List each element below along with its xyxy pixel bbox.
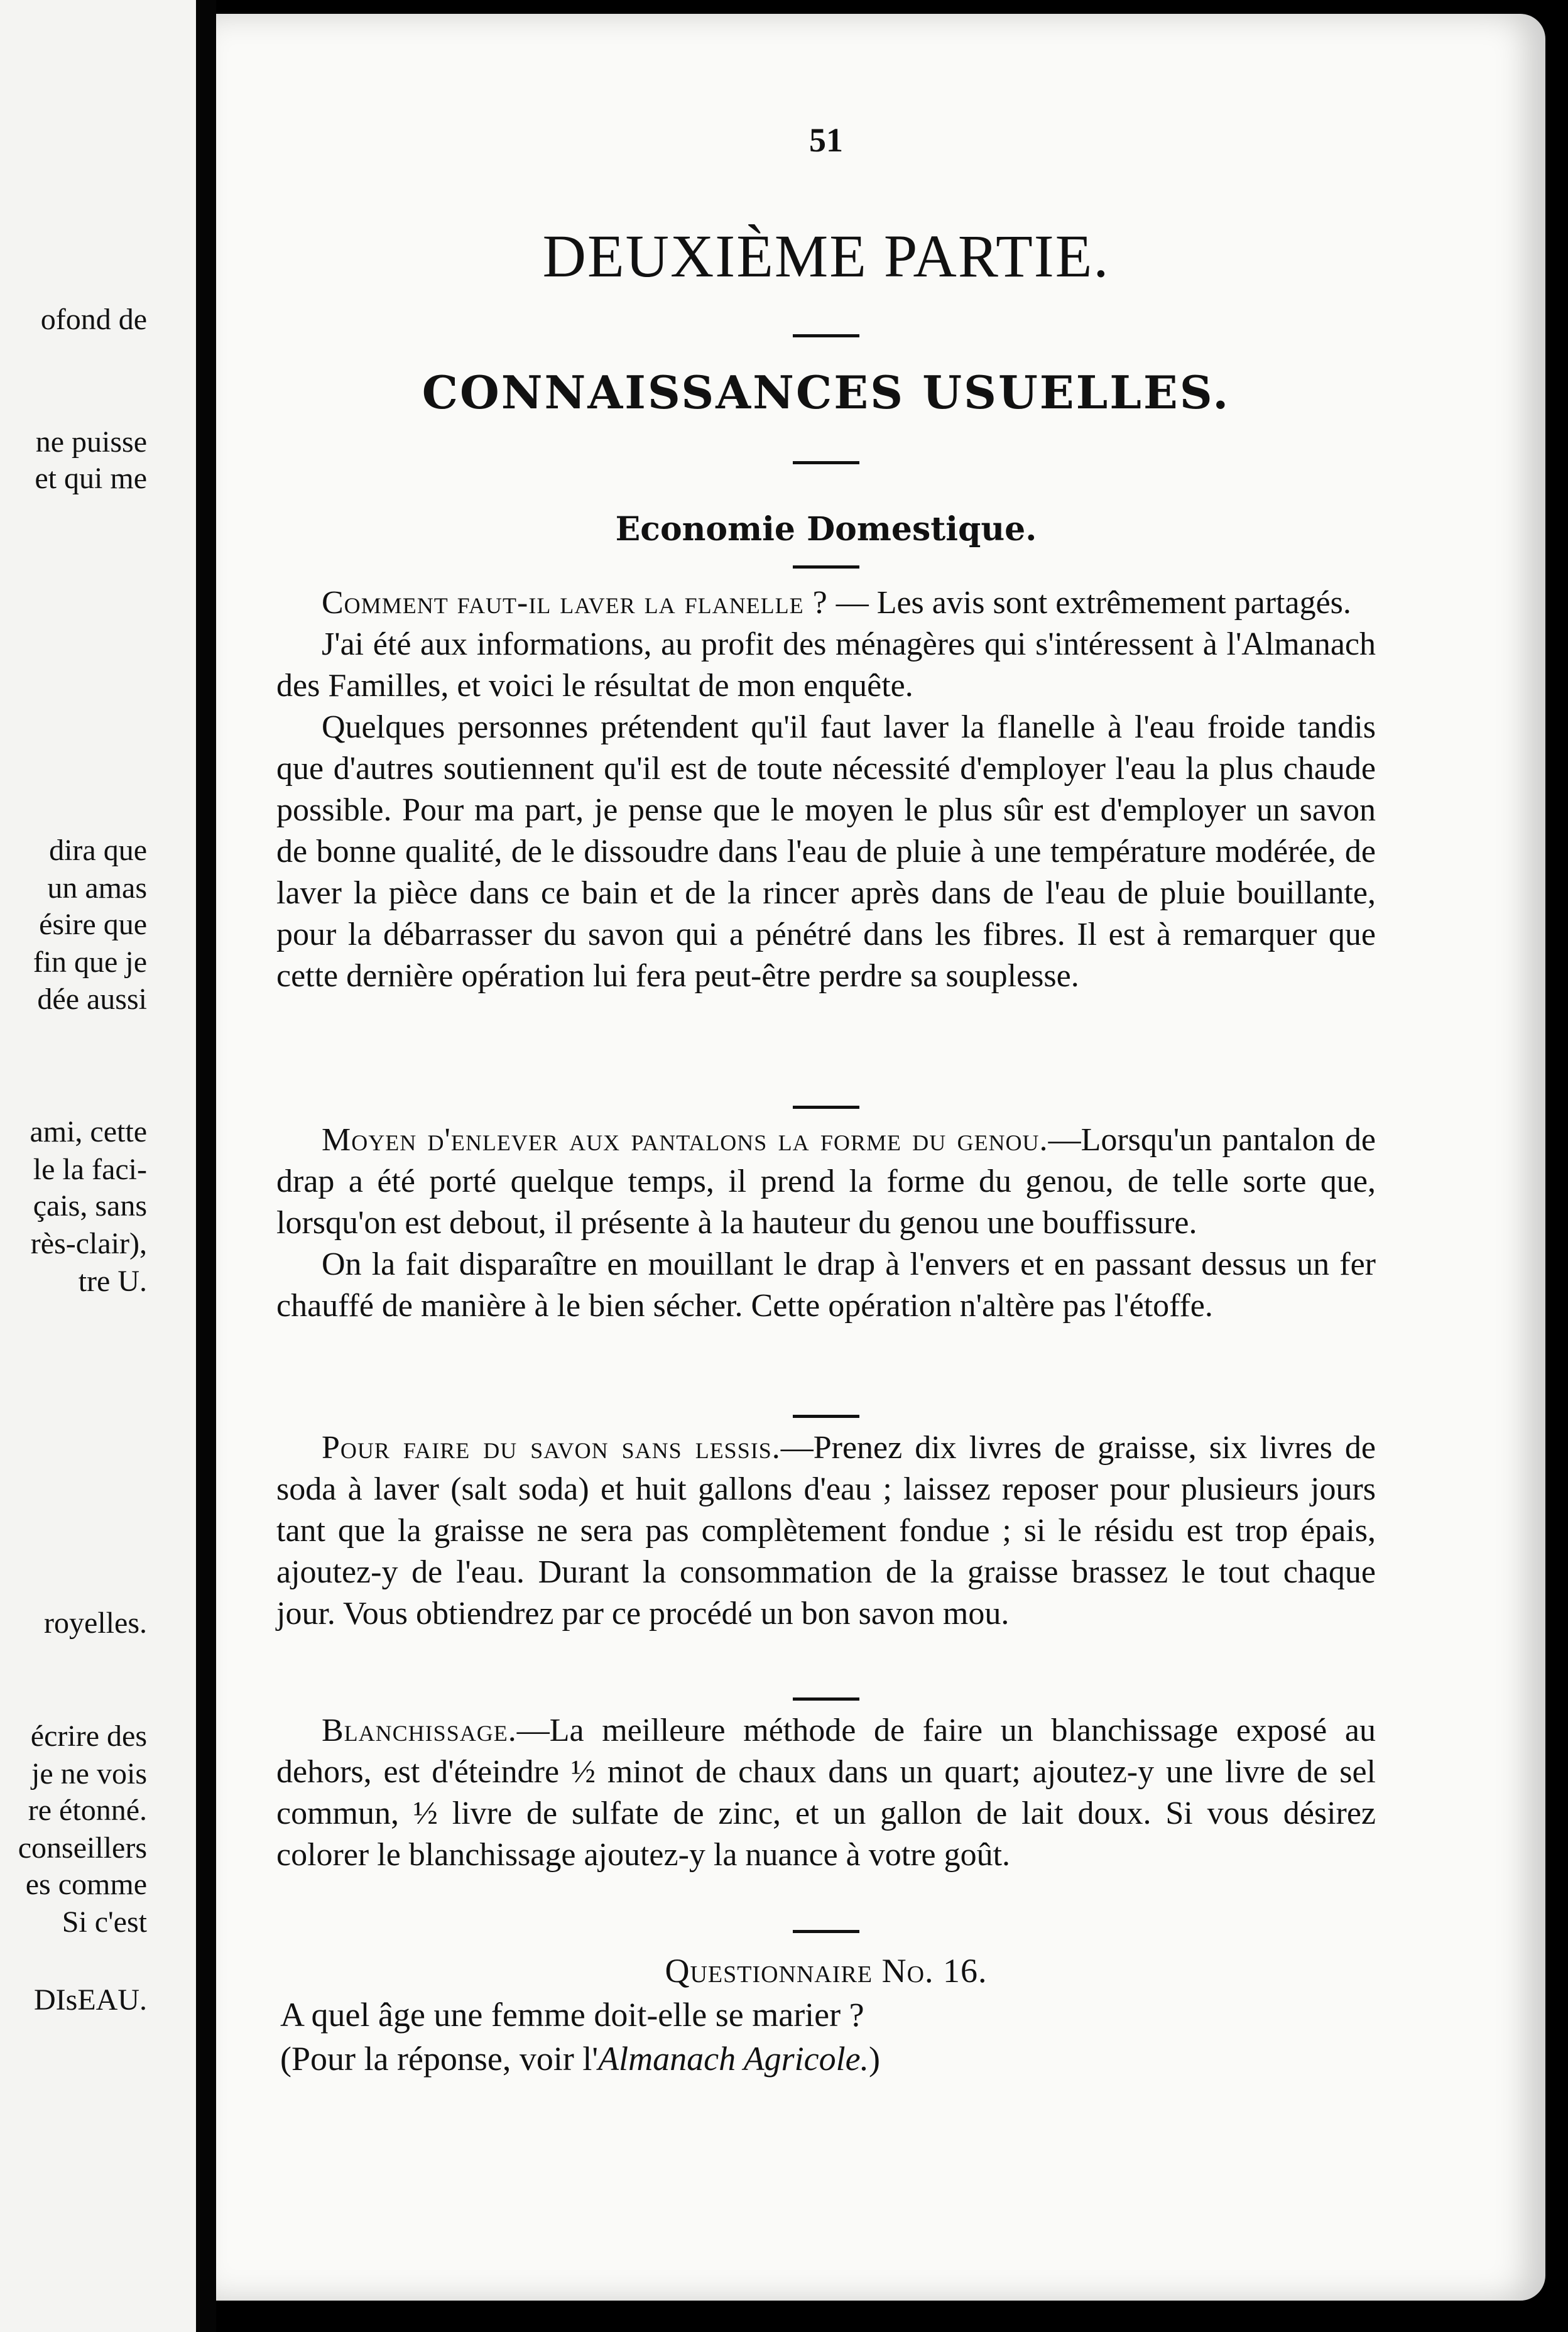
divider-rule: [793, 1106, 859, 1109]
article-text: —Prenez dix livres de graisse, six livres de soda à laver (salt soda) et huit gallons d'eau ; laissez reposer pour plusieurs jours tant que la graisse ne sera pas complètement fondue ; si le résidu est trop épais, ajoutez-y de l'eau. Durant la consommation de la graisse brassez le tout chaque jour. Vous obtiendrez par ce procédé un bon savon mou.: [276, 1430, 1376, 1632]
article-text: —Lorsqu'un pantalon de drap a été porté quelque temps, il prend la forme du genou, de telle sorte que, lorsqu'on est debout, il présente à la hauteur du genou une bouffissure.: [276, 1122, 1376, 1241]
questionnaire-title: Questionnaire No. 16.: [665, 1952, 988, 1990]
left-fragment: un amas: [47, 871, 147, 905]
divider-rule: [793, 461, 859, 464]
article-trousers: [276, 1120, 1376, 1327]
article-heading: Moyen d'enlever aux pantalons la forme du genou.: [322, 1122, 1048, 1158]
article-text: — Les avis sont extrêmement partagés.: [836, 585, 1351, 621]
article-heading: Pour faire du savon sans lessis.: [322, 1430, 781, 1466]
questionnaire: [276, 1949, 1376, 2081]
left-fragment: fin que je: [33, 945, 147, 979]
article-text: —La meilleure méthode de faire un blanchissage exposé au dehors, est d'éteindre ½ minot de chaux dans un quart; ajoutez-y une livre de sel commun, ½ livre de sulfate de zinc, et un gallon de lait doux. Si vous désirez colorer le blanchissage ajoutez-y la nuance à votre goût.: [276, 1713, 1376, 1873]
left-fragment: ofond de: [40, 303, 147, 336]
answer-suffix: ): [869, 2040, 881, 2078]
page-number: 51: [809, 121, 843, 159]
article-whitewash: [276, 1710, 1376, 1876]
section-title: CONNAISSANCES USUELLES.: [422, 366, 1231, 419]
answer-reference: Almanach Agricole.: [598, 2040, 869, 2078]
article-heading: Comment faut-il laver la flanelle ?: [322, 585, 828, 621]
article-flannel: [276, 582, 1376, 997]
part-title: DEUXIÈME PARTIE.: [542, 222, 1110, 290]
answer-prefix: (Pour la réponse, voir l': [280, 2040, 599, 2078]
left-fragment: re étonné.: [28, 1794, 147, 1827]
left-fragment: royelles.: [44, 1606, 147, 1640]
left-fragment: çais, sans: [33, 1189, 147, 1223]
left-fragment: DIsEAU.: [34, 1983, 147, 2017]
left-fragment: ne puisse: [35, 425, 147, 459]
left-fragment: dée aussi: [37, 983, 147, 1016]
divider-rule: [793, 1415, 859, 1418]
article-soap: [276, 1427, 1376, 1635]
left-fragment: tre U.: [78, 1265, 147, 1298]
article-heading: Blanchissage.: [322, 1713, 517, 1748]
left-fragment: ami, cette: [30, 1115, 147, 1148]
previous-page-strip: [0, 0, 196, 2332]
left-fragment: le la faci-: [33, 1153, 147, 1186]
left-fragment: ésire que: [39, 908, 147, 941]
questionnaire-answer: [276, 2037, 1376, 2081]
left-fragment: es comme: [25, 1868, 147, 1901]
left-fragment: dira que: [49, 834, 147, 867]
subsection-title: Economie Domestique.: [615, 510, 1037, 548]
left-fragment: et qui me: [35, 462, 147, 495]
divider-rule: [793, 1697, 859, 1701]
article-text: On la fait disparaître en mouillant le drap à l'envers et en passant dessus un fer chauffé de manière à le bien sécher. Cette opération n'altère pas l'étoffe.: [276, 1246, 1376, 1324]
left-fragment: conseillers: [18, 1831, 147, 1865]
divider-rule: [793, 1930, 859, 1933]
questionnaire-question: A quel âge une femme doit-elle se marier ?: [280, 1996, 864, 2034]
left-fragment: je ne vois: [31, 1757, 147, 1790]
left-fragment: rès-clair),: [30, 1227, 147, 1260]
left-fragment: écrire des: [30, 1719, 147, 1753]
article-text: J'ai été aux informations, au profit des ménagères qui s'intéressent à l'Almanach des Familles, et voici le résultat de mon enquête.: [276, 626, 1376, 704]
article-text: Quelques personnes prétendent qu'il faut laver la flanelle à l'eau froide tandis que d'autres soutiennent qu'il est de toute nécessité d'employer l'eau la plus chaude possible. Pour ma part, je pense que le moyen le plus sûr est d'employer un savon de bonne qualité, de le dissoudre dans l'eau de pluie à une température modérée, de laver la pièce dans ce bain et de la rincer après dans de l'eau de pluie bouillante, pour la débarrasser du savon qui a pénétré dans les fibres. Il est à remarquer que cette dernière opération lui fera peut-être perdre sa souplesse.: [276, 709, 1376, 994]
left-fragment: Si c'est: [62, 1905, 147, 1939]
book-gutter: [196, 0, 216, 2332]
divider-rule: [793, 565, 859, 569]
book-page: [216, 14, 1545, 2301]
divider-rule: [793, 334, 859, 337]
